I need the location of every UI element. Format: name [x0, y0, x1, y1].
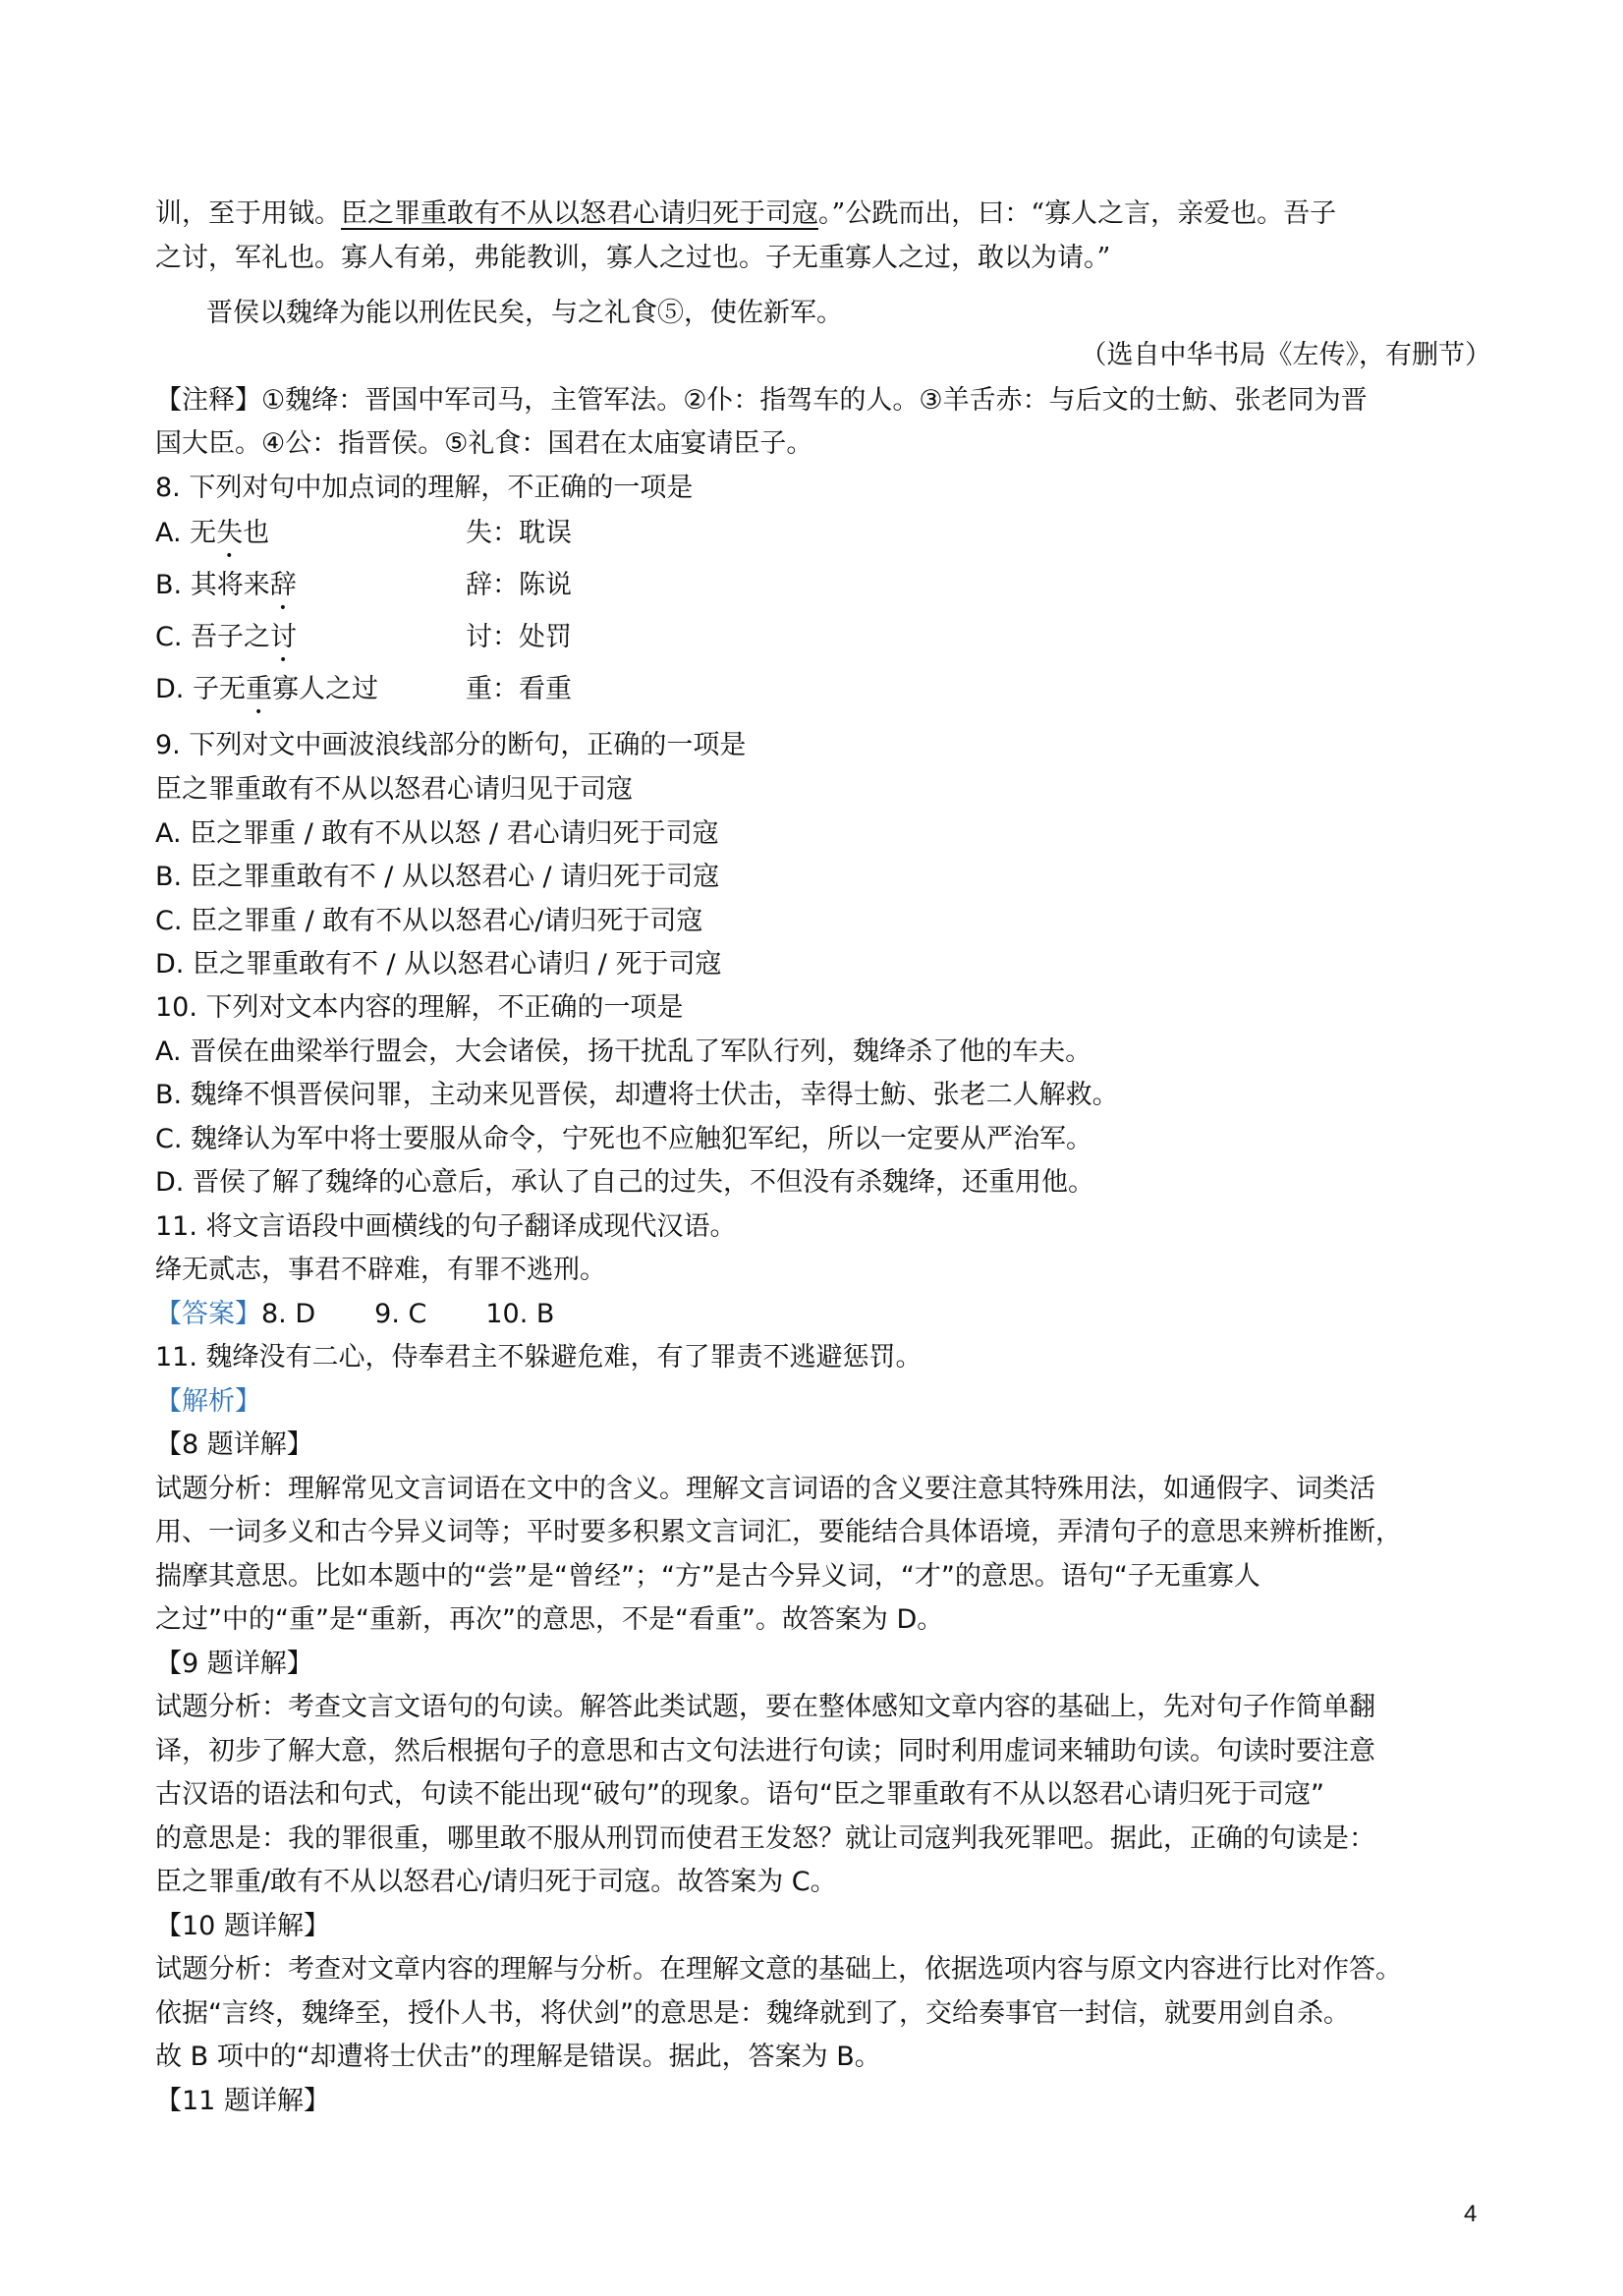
option-text: 寡人之过	[271, 674, 378, 704]
q10-detail-line: 试题分析：考查对文章内容的理解与分析。在理解文意的基础上，依据选项内容与原文内容进行比对作答。	[155, 1954, 1402, 1985]
notes-line-1: 【注释】①魏绛：晋国中军司马，主管军法。②仆：指驾车的人。③羊舌赤：与后文的士魴、张老同为晋	[155, 385, 1368, 416]
passage-line-3: 晋侯以魏绛为能以刑佐民矣，与之礼食⑤，使佐新军。	[206, 298, 843, 328]
q8-option-c	[155, 616, 1491, 668]
answer-line	[155, 1293, 1491, 1336]
q8-stem: 8. 下列对句中加点词的理解，不正确的一项是	[155, 473, 694, 503]
page-number: 4	[1464, 2201, 1478, 2227]
dotted-word: 重	[245, 674, 272, 704]
q9-option-a: A. 臣之罪重 / 敢有不从以怒 / 君心请归死于司寇	[155, 818, 719, 849]
q8-detail-line: 之过”中的“重”是“重新，再次”的意思，不是“看重”。故答案为 D。	[155, 1604, 944, 1635]
option-text: 也	[243, 518, 270, 548]
q10-option-b: B. 魏绛不惧晋侯问罪，主动来见晋侯，却遭将士伏击，幸得士魴、张老二人解救。	[155, 1080, 1119, 1110]
notes-line-2: 国大臣。④公：指晋侯。⑤礼食：国君在太庙宴请臣子。	[155, 428, 813, 459]
answer-9: 9. C	[374, 1299, 427, 1329]
dotted-word: 辞	[269, 570, 297, 600]
answer-8: 8. D	[261, 1299, 316, 1329]
passage-line-2: 之讨，军礼也。寡人有弟，弗能教训，寡人之过也。子无重寡人之过，敢以为请。”	[155, 243, 1111, 273]
q9-detail-line: 试题分析：考查文言文语句的句读。解答此类试题，要在整体感知文章内容的基础上，先对句子作简单翻	[155, 1692, 1375, 1722]
q8-option-b	[155, 564, 1491, 616]
underlined-sentence: 臣之罪重敢有不从以怒君心请归死于司寇	[341, 198, 818, 229]
q11-sentence: 绛无贰志，事君不辟难，有罪不逃刑。	[155, 1255, 606, 1285]
q11-detail-heading: 【11 题详解】	[155, 2086, 330, 2116]
q9-sentence: 臣之罪重敢有不从以怒君心请归见于司寇	[155, 774, 633, 805]
option-text: A. 无	[155, 518, 217, 548]
analysis-label: 【解析】	[155, 1386, 261, 1417]
q9-detail-line: 译，初步了解大意，然后根据句子的意思和古文句法进行句读；同时利用虚词来辅助句读。句读时要注意	[155, 1736, 1375, 1766]
q8-option-d	[155, 668, 1491, 720]
answer-11: 11. 魏绛没有二心，侍奉君主不躲避危难，有了罪责不逃避惩罚。	[155, 1342, 923, 1372]
q9-option-c: C. 臣之罪重 / 敢有不从以怒君心/请归死于司寇	[155, 906, 703, 936]
q10-detail-line: 依据“言终，魏绛至，授仆人书，将伏剑”的意思是：魏绛就到了，交给奏事官一封信，就要用剑自杀。	[155, 1998, 1350, 2029]
q9-detail-line: 古汉语的语法和句式，句读不能出现“破句”的现象。语句“臣之罪重敢有不从以怒君心请归死于司寇”	[155, 1779, 1324, 1810]
dotted-word: 失	[216, 518, 244, 548]
q8-detail-line: 揣摩其意思。比如本题中的“尝”是“曾经”；“方”是古今异义词，“才”的意思。语句“子无重寡人	[155, 1561, 1260, 1592]
option-text: D. 子无	[155, 674, 246, 704]
option-gloss: 重：看重	[466, 674, 572, 704]
option-gloss: 辞：陈说	[466, 570, 572, 600]
dotted-word: 讨	[270, 622, 298, 652]
option-gloss: 讨：处罚	[466, 622, 572, 652]
q10-stem: 10. 下列对文本内容的理解，不正确的一项是	[155, 992, 684, 1023]
q8-detail-line: 用、一词多义和古今异义词等；平时要多积累文言词汇，要能结合具体语境，弄清句子的意思来辨析推断，	[155, 1517, 1402, 1547]
source-citation: （选自中华书局《左传》，有删节）	[1080, 340, 1491, 370]
option-text: C. 吾子之	[155, 622, 271, 652]
q10-option-c: C. 魏绛认为军中将士要服从命令，宁死也不应触犯军纪，所以一定要从严治军。	[155, 1124, 1093, 1154]
q9-option-b: B. 臣之罪重敢有不 / 从以怒君心 / 请归死于司寇	[155, 862, 720, 892]
passage-line-1	[155, 193, 1491, 236]
q9-detail-line: 的意思是：我的罪很重，哪里敢不服从刑罚而使君王发怒？就让司寇判我死罪吧。据此，正确的句读是：	[155, 1823, 1375, 1854]
passage-text: 训，至于用钺。	[155, 198, 341, 229]
q9-option-d: D. 臣之罪重敢有不 / 从以怒君心请归 / 死于司寇	[155, 949, 722, 980]
q10-detail-line: 故 B 项中的“却遭将士伏击”的理解是错误。据此，答案为 B。	[155, 2042, 881, 2072]
option-gloss: 失：耽误	[466, 518, 572, 548]
answer-label: 【答案】	[155, 1299, 261, 1329]
q10-option-d: D. 晋侯了解了魏绛的心意后，承认了自己的过失，不但没有杀魏绛，还重用他。	[155, 1167, 1094, 1198]
q9-detail-line: 臣之罪重/敢有不从以怒君心/请归死于司寇。故答案为 C。	[155, 1867, 837, 1897]
q10-option-a: A. 晋侯在曲梁举行盟会，大会诸侯，扬干扰乱了军队行列，魏绛杀了他的车夫。	[155, 1036, 1092, 1067]
q9-detail-heading: 【9 题详解】	[155, 1649, 313, 1679]
answer-10: 10. B	[485, 1299, 555, 1329]
option-text: B. 其将来	[155, 570, 270, 600]
passage-text: 。”公跣而出，曰：“寡人之言，亲爱也。吾子	[818, 198, 1337, 229]
q8-detail-line: 试题分析：理解常见文言词语在文中的含义。理解文言词语的含义要注意其特殊用法，如通假字、词类活	[155, 1474, 1375, 1504]
q8-option-a	[155, 512, 1491, 564]
q11-stem: 11. 将文言语段中画横线的句子翻译成现代汉语。	[155, 1211, 737, 1242]
q9-stem: 9. 下列对文中画波浪线部分的断句，正确的一项是	[155, 730, 747, 760]
q10-detail-heading: 【10 题详解】	[155, 1911, 330, 1941]
q8-detail-heading: 【8 题详解】	[155, 1429, 313, 1460]
